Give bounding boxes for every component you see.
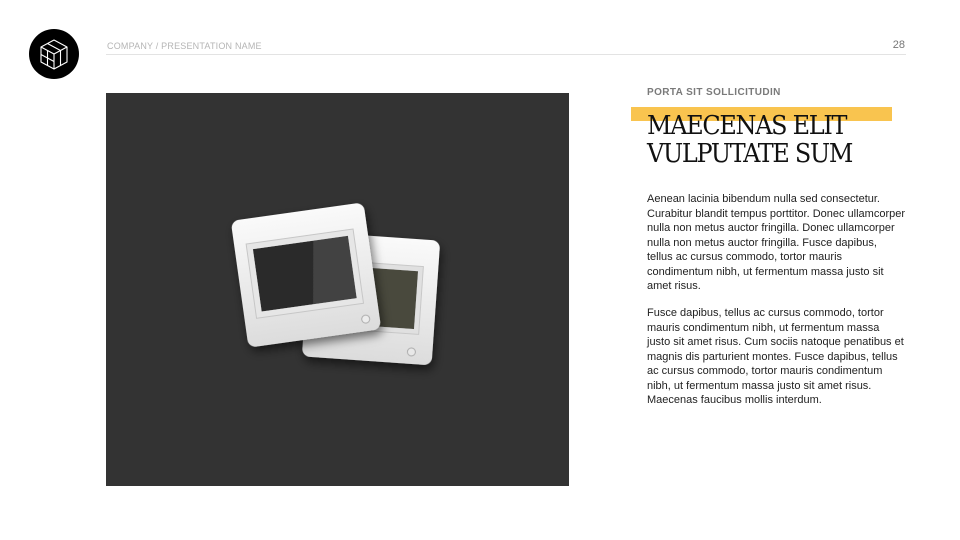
photo-slides-icon [106, 93, 569, 486]
body-paragraph-2: Fusce dapibus, tellus ac cursus commodo, tortor mauris condimentum nibh, ut fermentum massa justo sit amet risus. Cum sociis natoque penatibus et magnis dis parturient montes. Fusce dapibus, tellus ac cursus commodo, tortor mauris condimentum nibh, ut fermentum massa justo sit amet risus. Maecenas faucibus mollis interdum. [647, 307, 904, 406]
body-paragraph-1: Aenean lacinia bibendum nulla sed consectetur. Curabitur blandit tempus porttitor. Donec ullamcorper nulla non metus auctor fringilla. Donec ullamcorper nulla non metus auctor fringilla. Fusce dapibus, tellus ac cursus commodo, tortor mauris condimentum nibh, ut fermentum massa justo sit amet risus. [647, 193, 906, 292]
headline-line-1: MAECENAS ELIT [647, 111, 847, 141]
company-presentation-name: COMPANY / PRESENTATION NAME [107, 41, 262, 51]
cube-icon [39, 38, 69, 70]
header-divider [106, 54, 906, 55]
headline-line-2: VULPUTATE SUM [647, 139, 853, 169]
logo [29, 29, 79, 79]
page-number: 28 [892, 39, 905, 51]
image-panel [106, 93, 569, 486]
headline [647, 112, 852, 168]
section-overline: PORTA SIT SOLLICITUDIN [647, 87, 781, 98]
